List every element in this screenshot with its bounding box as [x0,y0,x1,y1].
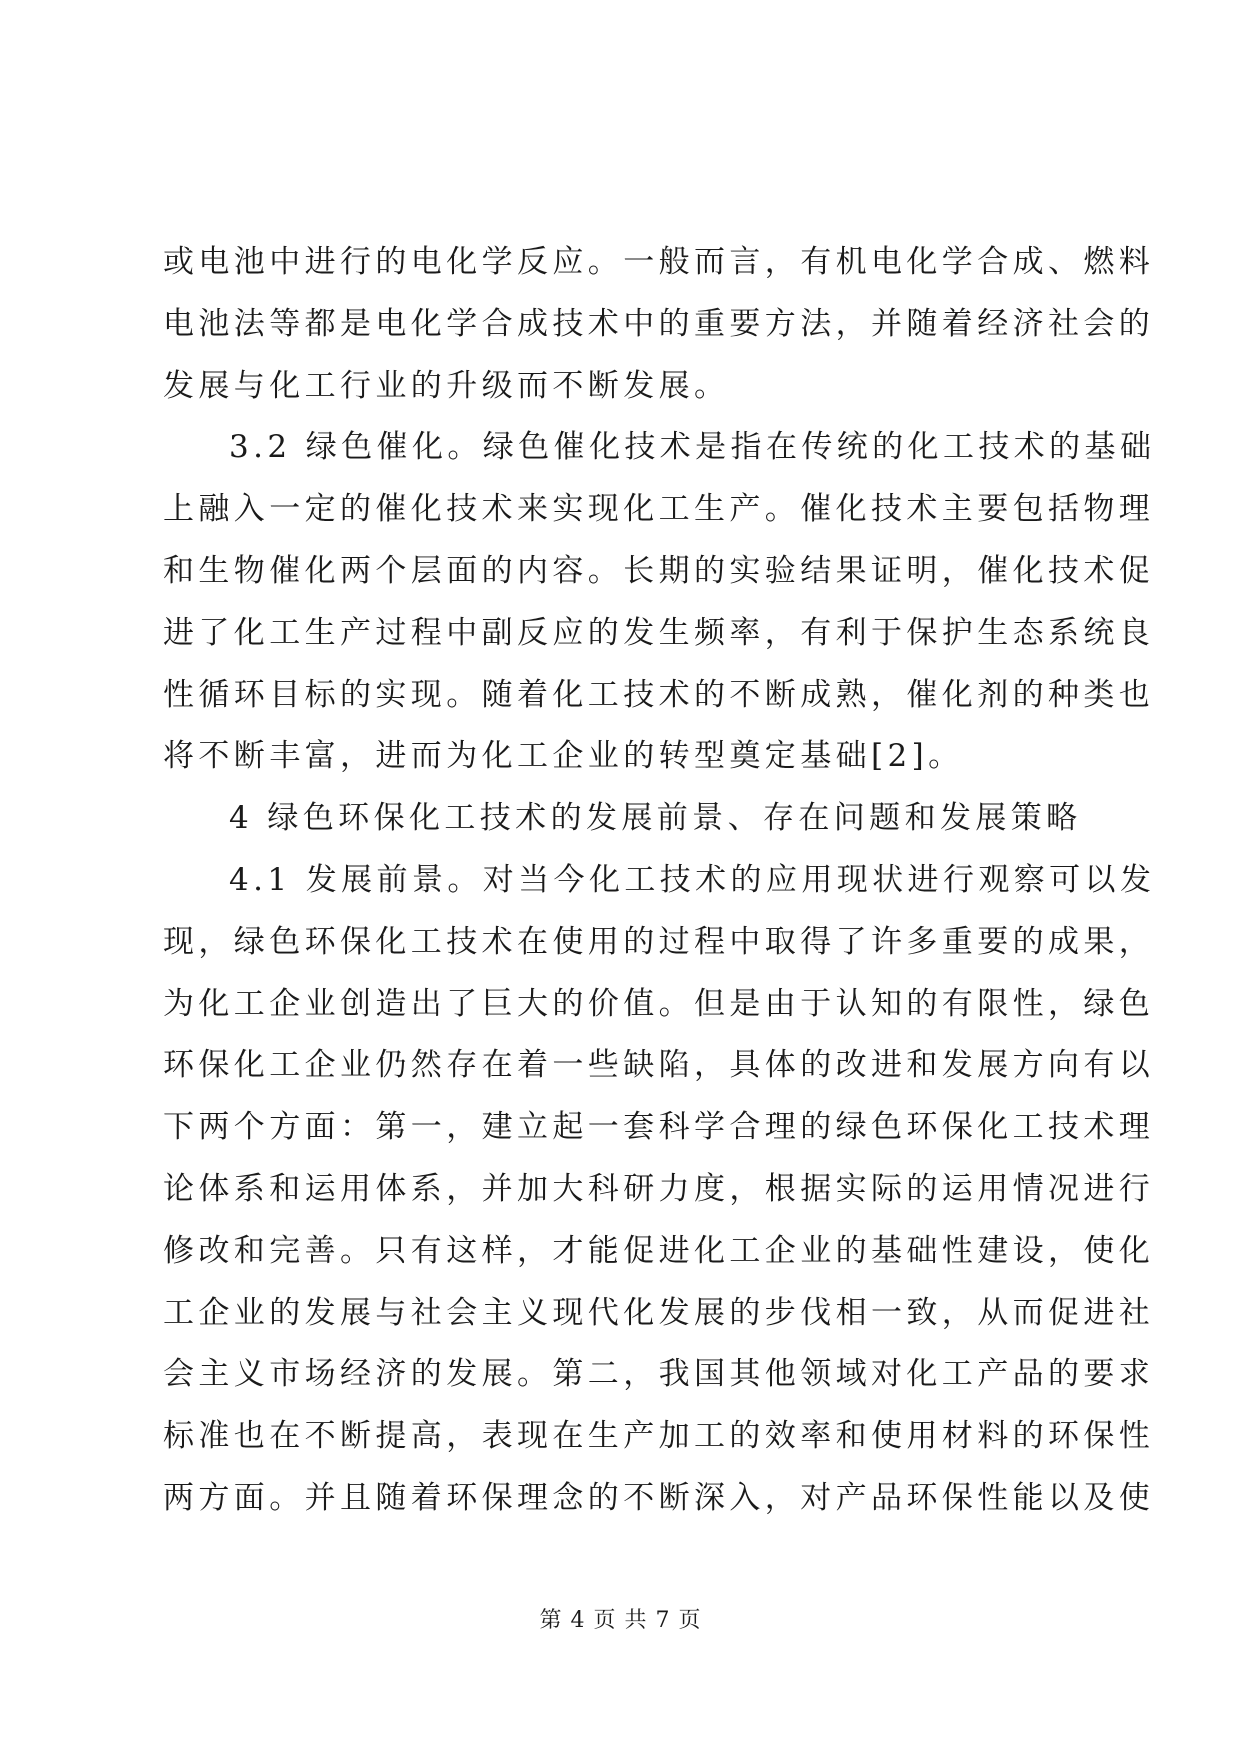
text-line: 环保化工企业仍然存在着一些缺陷，具体的改进和发展方向有以 [163,1047,1155,1084]
text-line: 上融入一定的催化技术来实现化工生产。催化技术主要包括物理 [163,491,1155,528]
text-line: 会主义市场经济的发展。第二，我国其他领域对化工产品的要求 [163,1356,1155,1393]
paragraph-continued [163,232,1155,417]
text-line: 进了化工生产过程中副反应的发生频率，有利于保护生态系统良 [163,614,1155,651]
text-line: 论体系和运用体系，并加大科研力度，根据实际的运用情况进行 [163,1170,1155,1207]
text-line: 工企业的发展与社会主义现代化发展的步伐相一致，从而促进社 [163,1294,1155,1331]
text-line: 发展与化工行业的升级而不断发展。 [163,367,730,404]
document-body [163,232,1156,1530]
text-line: 现，绿色环保化工技术在使用的过程中取得了许多重要的成果， [163,923,1155,960]
text-line: 电池法等都是电化学合成技术中的重要方法，并随着经济社会的 [163,305,1155,342]
text-line: 下两个方面：第一，建立起一套科学合理的绿色环保化工技术理 [163,1109,1155,1146]
text-line: 4.1 发展前景。对当今化工技术的应用现状进行观察可以发 [229,861,1156,898]
text-line: 将不断丰富，进而为化工企业的转型奠定基础[2]。 [163,738,964,775]
text-line: 修改和完善。只有这样，才能促进化工企业的基础性建设，使化 [163,1232,1155,1269]
section-heading-text: 4 绿色环保化工技术的发展前景、存在问题和发展策略 [229,800,1082,837]
text-line: 和生物催化两个层面的内容。长期的实验结果证明，催化技术促 [163,552,1155,589]
paragraph-4-1-prospects [163,850,1156,1530]
text-line: 标准也在不断提高，表现在生产加工的效率和使用材料的环保性 [163,1418,1155,1455]
page-number-footer: 第 4 页 共 7 页 [539,1608,702,1633]
text-line: 两方面。并且随着环保理念的不断深入，对产品环保性能以及使 [163,1479,1155,1516]
section-heading-4 [163,788,1088,850]
text-line: 为化工企业创造出了巨大的价值。但是由于认知的有限性，绿色 [163,985,1155,1022]
text-line: 或电池中进行的电化学反应。一般而言，有机电化学合成、燃料 [163,244,1155,280]
text-line: 性循环目标的实现。随着化工技术的不断成熟，催化剂的种类也 [163,676,1155,713]
paragraph-3-2-green-catalysis [163,417,1156,788]
text-line: 3.2 绿色催化。绿色催化技术是指在传统的化工技术的基础 [229,429,1156,466]
